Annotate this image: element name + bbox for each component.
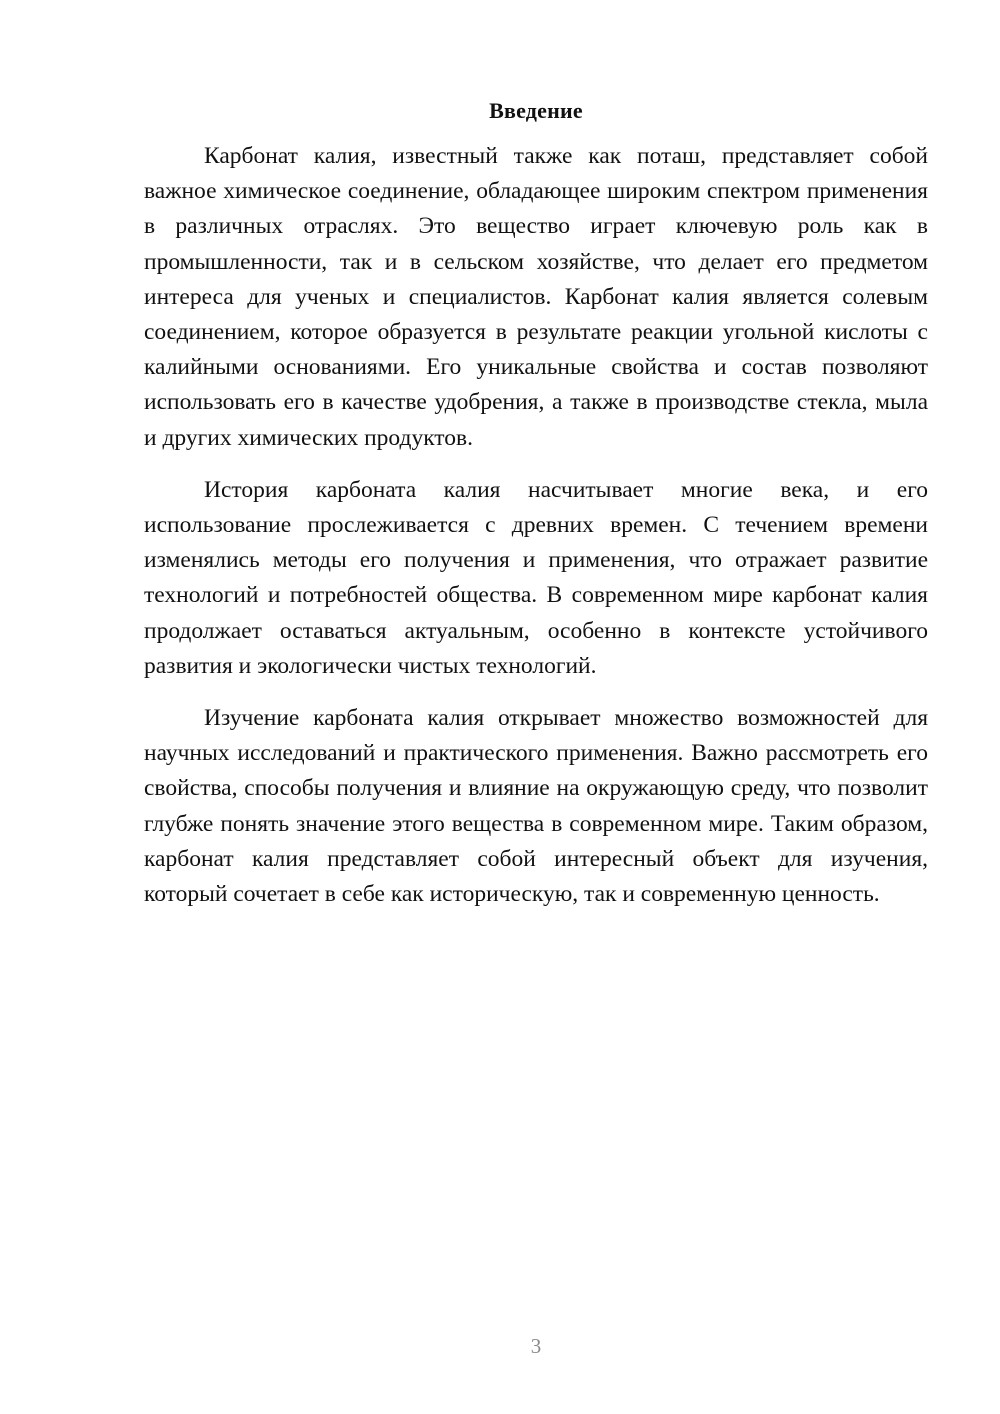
intro-paragraph-3: Изучение карбоната калия открывает множество возможностей для научных исследований и практического применения. Важно рассмотреть его свойства, способы получения и влияние на окружающую среду, что позволит глубже понять значение этого вещества в современном мире. Таким образом, карбонат калия представляет собой интересный объект для изучения, который сочетает в себе как историческую, так и современную ценность. <box>144 705 928 908</box>
section-heading: Введение <box>489 98 583 123</box>
intro-paragraph-1: Карбонат калия, известный также как поташ, представляет собой важное химическое соединение, обладающее широким спектром применения в различных отраслях. Это вещество играет ключевую роль как в промышленности, так и в сельском хозяйстве, что делает его предметом интереса для ученых и специалистов. Карбонат калия является солевым соединением, которое образуется в результате реакции угольной кислоты с калийными основаниями. Его уникальные свойства и состав позволяют использовать его в качестве удобрения, а также в производстве стекла, мыла и других химических продуктов. <box>144 143 928 451</box>
page-content <box>144 95 928 929</box>
intro-paragraph-2: История карбоната калия насчитывает многие века, и его использование прослеживается с древних времен. С течением времени изменялись методы его получения и применения, что отражает развитие технологий и потребностей общества. В современном мире карбонат калия продолжает оставаться актуальным, особенно в контексте устойчивого развития и экологически чистых технологий. <box>144 476 928 679</box>
page-number: 3 <box>530 1334 542 1358</box>
